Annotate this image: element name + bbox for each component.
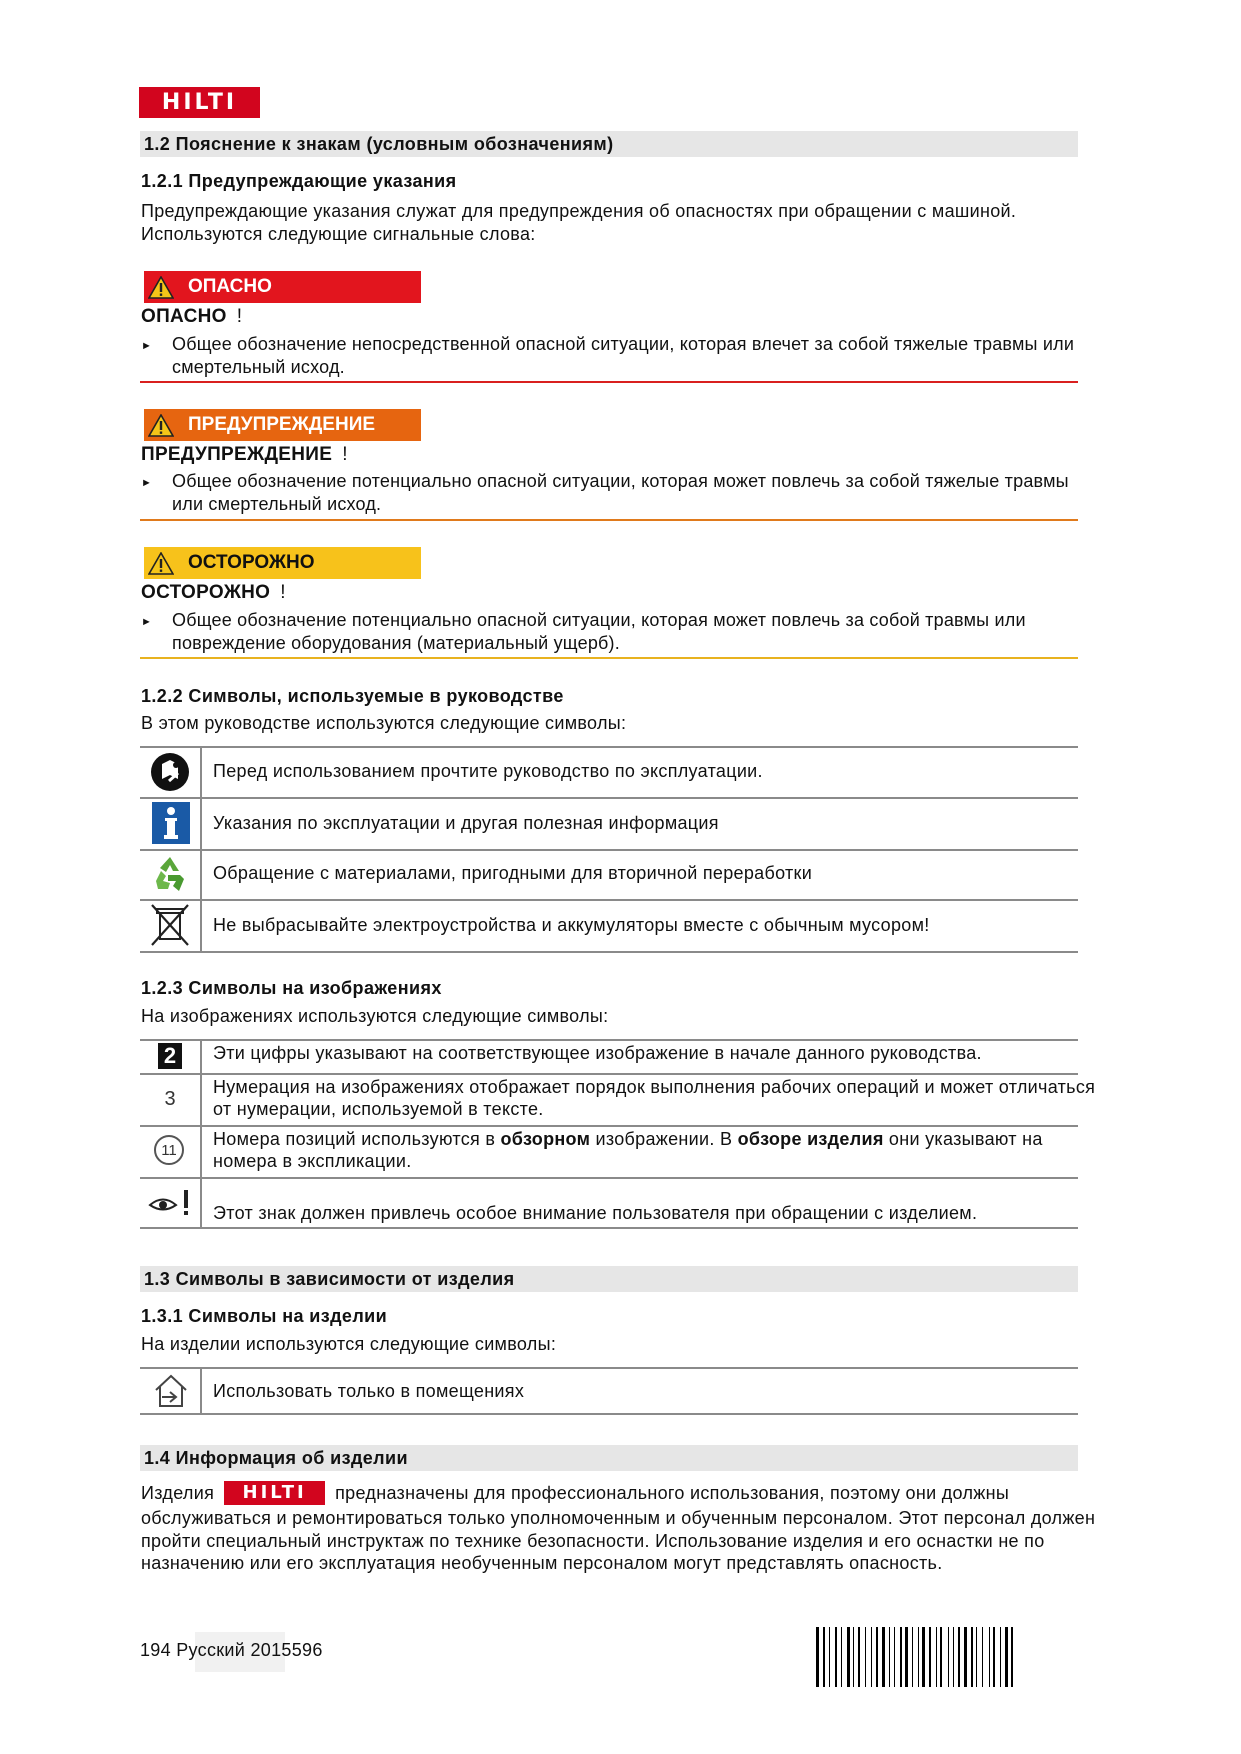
- barcode-bar: [903, 1627, 904, 1687]
- figure-number-badge: 2: [158, 1043, 182, 1069]
- danger-rule: [140, 381, 1078, 383]
- barcode-bar: [1011, 1627, 1013, 1687]
- barcode-bar: [974, 1627, 975, 1687]
- barcode-bar: [831, 1627, 834, 1687]
- warning-label-box: [144, 409, 421, 441]
- danger-text: Общее обозначение непосредственной опасной ситуации, которая влечет за собой тяжелые травмы или смертельный исход.: [172, 334, 1075, 377]
- warning-word: [141, 444, 348, 466]
- hilti-inline-logo: [224, 1481, 325, 1505]
- barcode-bar: [856, 1627, 857, 1687]
- recycle-icon: [148, 852, 192, 896]
- table-line: [140, 849, 1078, 851]
- section-1-4-title: 1.4 Информация об изделии: [140, 1445, 1078, 1471]
- barcode-bar: [858, 1627, 860, 1687]
- product-text-first: предназначены для профессионального использования, поэтому они должны: [335, 1482, 1010, 1503]
- section-1-2-1-text: Предупреждающие указания служат для предупреждения об опасностях при обращении с машиной. Используются следующие сигнальные слова:: [141, 201, 1017, 244]
- barcode-bar: [871, 1627, 872, 1687]
- barcode-bar: [989, 1627, 990, 1687]
- barcode-bar: [892, 1627, 893, 1687]
- recycle-row-text: Обращение с материалами, пригодными для вторичной переработки: [213, 863, 813, 883]
- barcode-bar: [896, 1627, 898, 1687]
- barcode-bar: [910, 1627, 911, 1687]
- barcode-bar: [938, 1627, 939, 1687]
- table-line: [140, 1227, 1078, 1229]
- warning-excl: !: [342, 444, 348, 465]
- warning-triangle-icon: [148, 552, 174, 575]
- barcode-bar: [927, 1627, 928, 1687]
- product-lead: Изделия: [141, 1482, 215, 1503]
- hilti-logo: [139, 87, 260, 118]
- barcode-bar: [976, 1627, 977, 1687]
- warning-rule: [140, 519, 1078, 521]
- section-1-2-3-intro: На изображениях используются следующие символы:: [141, 1006, 609, 1026]
- crossed-bin-icon: [148, 903, 192, 947]
- barcode-bar: [993, 1627, 995, 1687]
- section-1-2-2-title: 1.2.2 Символы, используемые в руководстве: [141, 686, 564, 706]
- section-1-3-1-intro: На изделии используются следующие символы:: [141, 1334, 557, 1354]
- table-line: [140, 1039, 1078, 1041]
- barcode-bar: [971, 1627, 973, 1687]
- table-divider: [200, 1367, 202, 1415]
- table-line: [140, 1367, 1078, 1369]
- bold-part: обзорном: [500, 1129, 591, 1149]
- barcode-bar: [1015, 1627, 1016, 1687]
- barcode-bar: [962, 1627, 963, 1687]
- table-line: [140, 1177, 1078, 1179]
- barcode-bar: [861, 1627, 863, 1687]
- barcode-bar: [882, 1627, 885, 1687]
- text-part: изображении. В: [590, 1129, 738, 1149]
- table-line: [140, 1413, 1078, 1415]
- barcode-bar: [940, 1627, 942, 1687]
- barcode-bar: [886, 1627, 888, 1687]
- footer-text: [140, 1640, 323, 1661]
- barcode-bar: [841, 1627, 842, 1687]
- barcode-bar: [874, 1627, 875, 1687]
- barcode-bar: [950, 1627, 951, 1687]
- page-number: 194: [140, 1640, 171, 1660]
- section-1-2-1-title: 1.2.1 Предупреждающие указания: [141, 171, 457, 191]
- barcode-bar: [823, 1627, 825, 1687]
- barcode-bar: [948, 1627, 949, 1687]
- caution-word-text: ОСТОРОЖНО: [141, 582, 271, 603]
- figure-number-row-text: Эти цифры указывают на соответствующее изображение в начале данного руководства.: [213, 1043, 982, 1063]
- table-line: [140, 899, 1078, 901]
- barcode-bar: [826, 1627, 827, 1687]
- bin-row-text: Не выбрасывайте электроустройства и аккумуляторы вместе с обычным мусором!: [213, 915, 930, 935]
- danger-excl: !: [236, 306, 243, 327]
- table-divider: [200, 1039, 202, 1229]
- section-1-3-1-title: 1.3.1 Символы на изделии: [141, 1306, 388, 1326]
- section-1-2-title: 1.2 Пояснение к знакам (условным обозначениям): [140, 131, 1078, 157]
- step-number: 3: [164, 1087, 176, 1110]
- table-line: [140, 1073, 1078, 1075]
- bold-part: обзоре изделия: [737, 1129, 884, 1149]
- barcode-bar: [839, 1627, 840, 1687]
- table-line: [140, 951, 1078, 953]
- table-line: [140, 746, 1078, 748]
- logo-text: HILTI: [161, 89, 238, 115]
- warning-label: ПРЕДУПРЕЖДЕНИЕ: [188, 414, 376, 435]
- danger-word: [141, 306, 242, 328]
- barcode-bar: [876, 1627, 878, 1687]
- caution-label: ОСТОРОЖНО: [188, 552, 315, 573]
- barcode-bar: [853, 1627, 854, 1687]
- text-part: они указывают на номера в экспликации.: [213, 1129, 1043, 1171]
- warning-triangle-icon: [148, 276, 174, 299]
- barcode: [816, 1627, 1074, 1687]
- barcode-bar: [851, 1627, 852, 1687]
- bullet-icon: ►: [141, 340, 152, 352]
- doc-number: 2015596: [250, 1640, 323, 1660]
- barcode-bar: [920, 1627, 921, 1687]
- barcode-bar: [1002, 1627, 1003, 1687]
- barcode-bar: [997, 1627, 999, 1687]
- barcode-bar: [964, 1627, 967, 1687]
- danger-label: ОПАСНО: [188, 276, 272, 297]
- barcode-bar: [894, 1627, 895, 1687]
- section-1-2-3-title: 1.2.3 Символы на изображениях: [141, 978, 442, 998]
- table-line: [140, 797, 1078, 799]
- barcode-bar: [816, 1627, 819, 1687]
- bullet-icon: ►: [141, 616, 152, 628]
- barcode-bar: [847, 1627, 850, 1687]
- barcode-bar: [821, 1627, 822, 1687]
- barcode-bar: [1009, 1627, 1010, 1687]
- warning-word-text: ПРЕДУПРЕЖДЕНИЕ: [141, 444, 333, 465]
- barcode-bar: [889, 1627, 890, 1687]
- warning-triangle-icon: [148, 414, 174, 437]
- barcode-bar: [936, 1627, 937, 1687]
- step-number-row-text: Нумерация на изображениях отображает порядок выполнения рабочих операций и может отличаться от нумерации, используемой в тексте.: [213, 1077, 1096, 1119]
- bullet-icon: ►: [141, 477, 152, 489]
- barcode-bar: [835, 1627, 837, 1687]
- barcode-bar: [1005, 1627, 1008, 1687]
- barcode-bar: [955, 1627, 957, 1687]
- barcode-bar: [922, 1627, 925, 1687]
- table-line: [140, 1125, 1078, 1127]
- barcode-bar: [991, 1627, 992, 1687]
- indoor-row-text: Использовать только в помещениях: [213, 1381, 525, 1401]
- table-divider: [200, 746, 202, 953]
- indoor-use-icon: [151, 1372, 191, 1410]
- inline-logo-text: HILTI: [242, 1482, 307, 1503]
- caution-word: [141, 582, 286, 604]
- manual-row-text: Перед использованием прочтите руководство по эксплуатации.: [213, 761, 763, 781]
- barcode-bar: [984, 1627, 987, 1687]
- section-1-2-2-intro: В этом руководстве используются следующие символы:: [141, 713, 627, 733]
- barcode-bar: [900, 1627, 902, 1687]
- danger-word-text: ОПАСНО: [141, 306, 227, 327]
- barcode-bar: [918, 1627, 919, 1687]
- caution-rule: [140, 657, 1078, 659]
- footer-language: Русский: [176, 1640, 246, 1660]
- barcode-bar: [867, 1627, 870, 1687]
- position-number-row-text: [213, 1128, 1073, 1172]
- barcode-bar: [929, 1627, 931, 1687]
- caution-text: Общее обозначение потенциально опасной ситуации, которая может повлечь за собой травмы или повреждение оборудования (материальный ущерб).: [172, 610, 1026, 653]
- barcode-bar: [968, 1627, 969, 1687]
- barcode-bar: [953, 1627, 954, 1687]
- info-row-text: Указания по эксплуатации и другая полезная информация: [213, 813, 719, 833]
- text-part: Номера позиций используются в: [213, 1129, 501, 1149]
- barcode-bar: [843, 1627, 845, 1687]
- barcode-bar: [865, 1627, 866, 1687]
- read-manual-icon: [148, 750, 192, 794]
- section-1-3-title: 1.3 Символы в зависимости от изделия: [140, 1266, 1078, 1292]
- caution-label-box: [144, 547, 421, 579]
- attention-row-text: Этот знак должен привлечь особое внимание пользователя при обращении с изделием.: [213, 1203, 978, 1223]
- barcode-bar: [982, 1627, 983, 1687]
- section-1-4-first-line: [141, 1481, 1126, 1505]
- barcode-bar: [905, 1627, 908, 1687]
- barcode-bar: [932, 1627, 934, 1687]
- warning-text: Общее обозначение потенциально опасной ситуации, которая может повлечь за собой тяжелые травмы или смертельный исход.: [172, 471, 1069, 514]
- barcode-bar: [958, 1627, 960, 1687]
- position-number-circle: 11: [154, 1135, 184, 1165]
- info-icon: [151, 801, 191, 845]
- danger-label-box: [144, 271, 421, 303]
- barcode-bar: [912, 1627, 913, 1687]
- barcode-bar: [914, 1627, 916, 1687]
- barcode-bar: [1000, 1627, 1001, 1687]
- section-1-4-text: обслуживаться и ремонтироваться только уполномоченным и обученным персоналом. Этот персонал должен пройти специальный инструктаж по технике безопасности. Использование изделия и его оснастки не по назначению или его эксплуатация необученным персоналом могут представлять опасность.: [141, 1508, 1096, 1573]
- eye-attention-icon: [148, 1188, 194, 1218]
- caution-excl: !: [280, 582, 286, 603]
- barcode-bar: [944, 1627, 947, 1687]
- barcode-bar: [979, 1627, 981, 1687]
- barcode-bar: [879, 1627, 880, 1687]
- barcode-bar: [829, 1627, 830, 1687]
